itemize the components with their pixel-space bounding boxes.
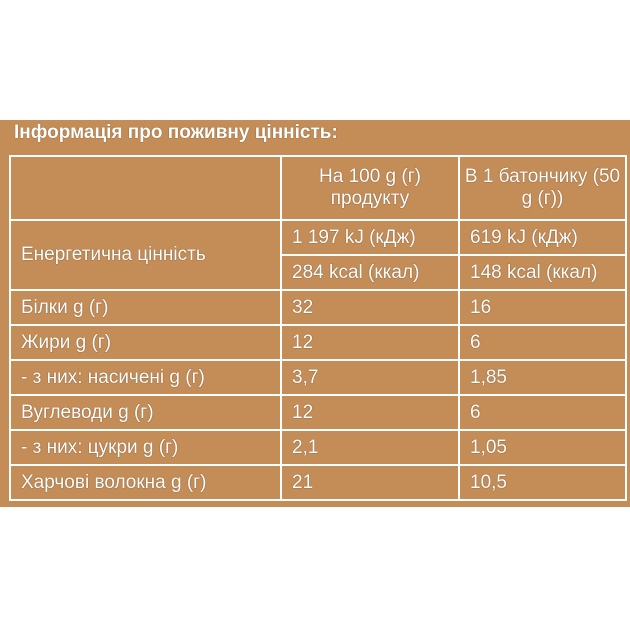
row-label-saturated: - з них: насичені g (г) [10,360,281,395]
row-value-bar: 6 [459,395,626,430]
energy-kcal-bar: 148 kcal (ккал) [459,255,626,290]
table-row [10,290,626,325]
row-value-bar: 1,05 [459,430,626,465]
energy-kj-bar: 619 kJ (кДж) [459,220,626,255]
row-value-100g: 21 [281,465,459,500]
header-per-bar: В 1 батончику (50 g (г)) [459,156,626,220]
table-row [10,430,626,465]
row-value-100g: 3,7 [281,360,459,395]
row-value-100g: 12 [281,395,459,430]
row-label-protein: Білки g (г) [10,290,281,325]
energy-kcal-100g: 284 kcal (ккал) [281,255,459,290]
row-value-100g: 32 [281,290,459,325]
row-value-100g: 12 [281,325,459,360]
table-row [10,360,626,395]
row-label-fiber: Харчові волокна g (г) [10,465,281,500]
energy-kj-100g: 1 197 kJ (кДж) [281,220,459,255]
table-row [10,465,626,500]
row-value-100g: 2,1 [281,430,459,465]
row-value-bar: 1,85 [459,360,626,395]
nutrition-table [9,155,627,501]
energy-label: Енергетична цінність [10,220,281,290]
row-label-carbs: Вуглеводи g (г) [10,395,281,430]
header-empty-cell [10,156,281,220]
table-row [10,325,626,360]
energy-row-kj [10,220,626,255]
header-row [10,156,626,220]
row-value-bar: 16 [459,290,626,325]
header-per-100g: На 100 g (г) продукту [281,156,459,220]
table-row [10,395,626,430]
row-value-bar: 6 [459,325,626,360]
row-value-bar: 10,5 [459,465,626,500]
row-label-fat: Жири g (г) [10,325,281,360]
nutrition-title: Інформація про поживну цінність: [14,122,338,143]
row-label-sugars: - з них: цукри g (г) [10,430,281,465]
